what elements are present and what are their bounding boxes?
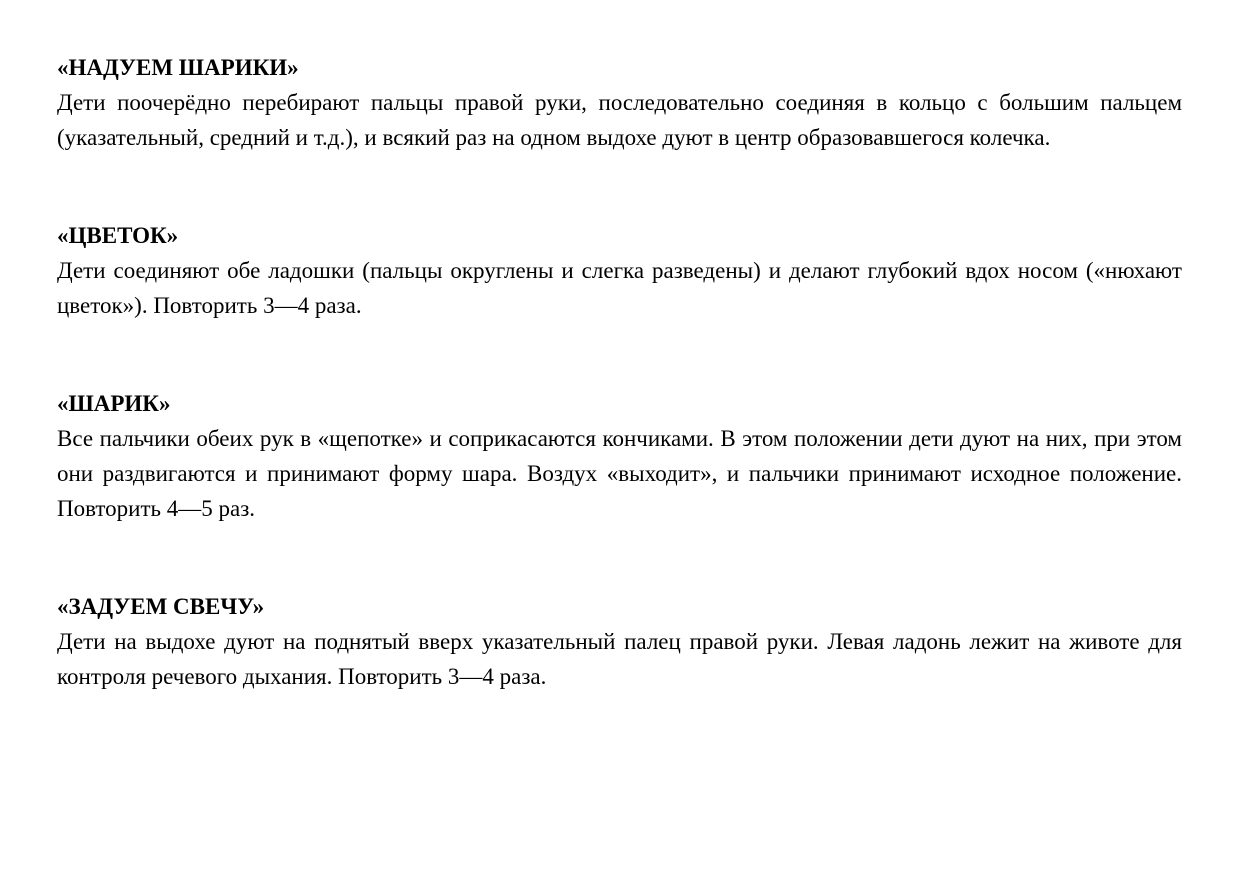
section-title: «ЗАДУЕМ СВЕЧУ» [57, 594, 265, 619]
section-title: «НАДУЕМ ШАРИКИ» [57, 55, 299, 80]
section-body: Дети на выдохе дуют на поднятый вверх указательный палец правой руки. Левая ладонь лежит на животе для контроля речевого дыхания. Повторить 3—4 раза. [57, 629, 1182, 689]
exercise-section-naduem-shariki [57, 50, 1182, 155]
exercise-section-tsvetok [57, 218, 1182, 323]
exercise-section-sharik [57, 386, 1182, 526]
section-title: «ШАРИК» [57, 391, 171, 416]
section-body: Все пальчики обеих рук в «щепотке» и соприкасаются кончиками. В этом положении дети дуют на них, при этом они раздвигаются и принимают форму шара. Воздух «выходит», и пальчики принимают исходное положение. Повторить 4—5 раз. [57, 426, 1182, 521]
section-body: Дети соединяют обе ладошки (пальцы округлены и слегка разведены) и делают глубокий вдох носом («нюхают цветок»). Повторить 3—4 раза. [57, 258, 1182, 318]
section-body: Дети поочерёдно перебирают пальцы правой руки, последовательно соединяя в кольцо с большим пальцем (указательный, средний и т.д.), и всякий раз на одном выдохе дуют в центр образовавшегося колечка. [57, 90, 1182, 150]
section-title: «ЦВЕТОК» [57, 223, 179, 248]
exercise-section-zaduem-svechu [57, 589, 1182, 694]
